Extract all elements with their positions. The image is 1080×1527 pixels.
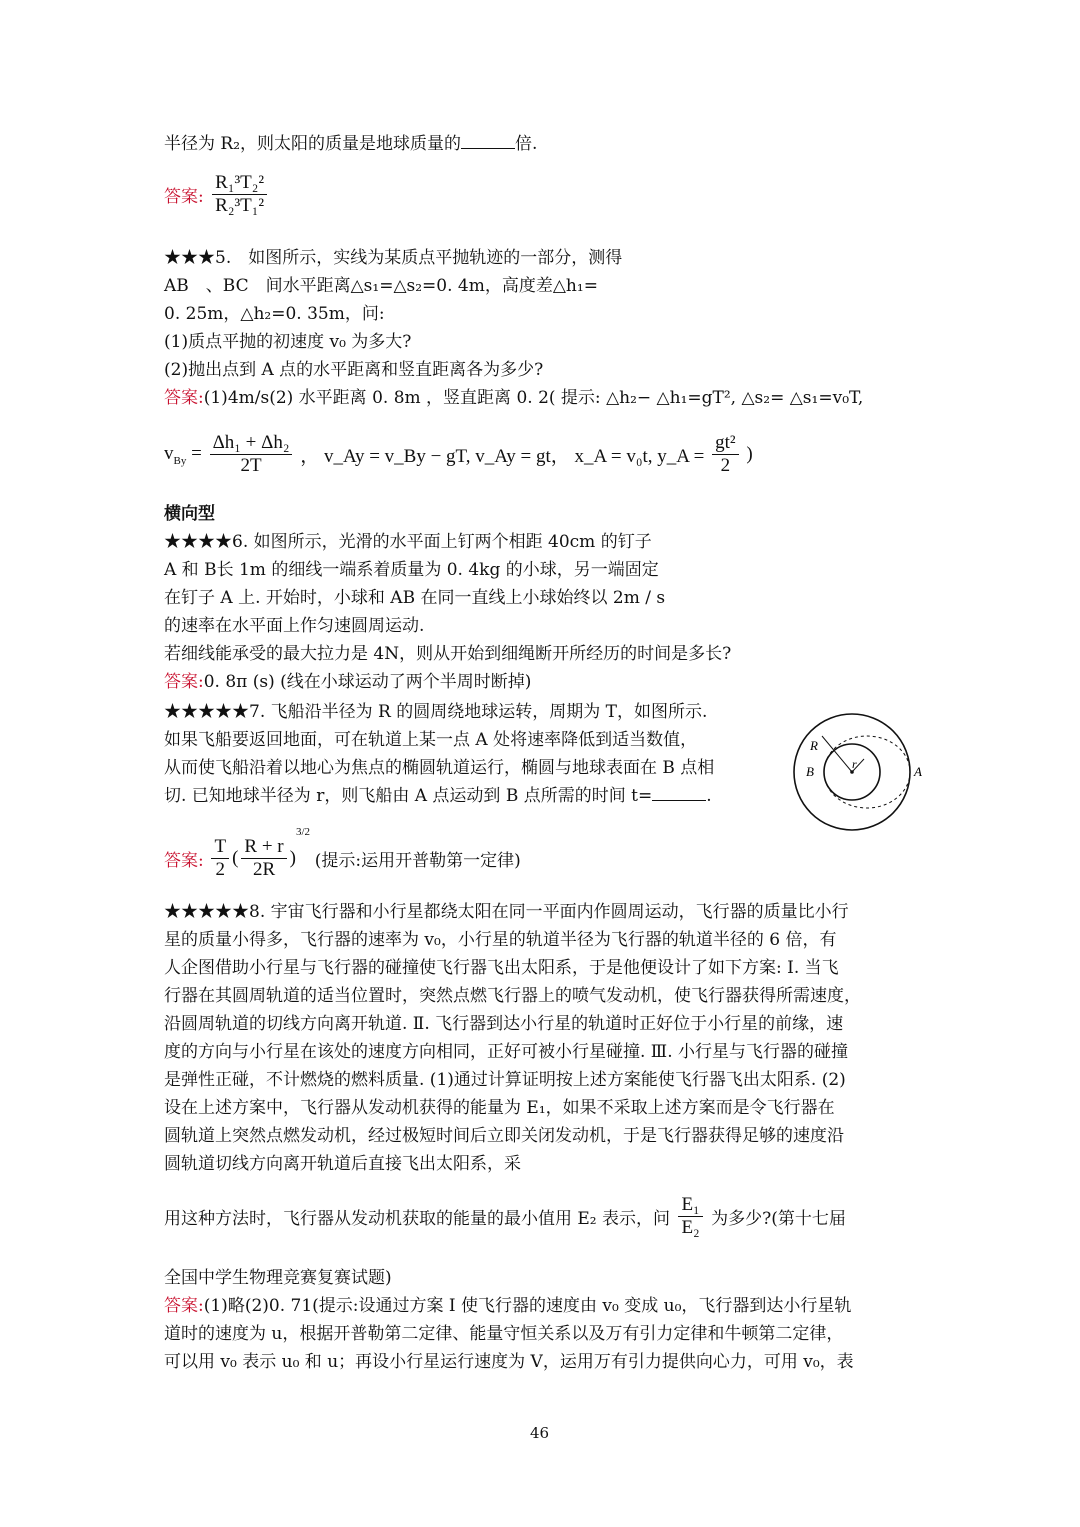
text-line: 如果飞船要返回地面，可在轨道上某一点 A 处将速率降低到适当数值， <box>164 730 698 750</box>
page-number: 46 <box>530 1424 550 1442</box>
answer-label: 答案: <box>164 1296 204 1316</box>
label-B: B <box>806 764 814 779</box>
text-span: 为多少?(第十七届 <box>711 1209 846 1229</box>
text-line: ★★★★★7. 飞船沿半径为 R 的圆周绕地球运转，周期为 T，如图所示. <box>164 702 708 722</box>
equation-text: ， v_Ay = v_By − gT, v_Ay = gt， x_A = v₀t, y_A = <box>300 446 705 467</box>
label-R: R <box>810 738 818 753</box>
section-heading: 横向型 <box>164 504 215 524</box>
text-span: 倍. <box>515 134 538 154</box>
text-line: 是弹性正碰，不计燃烧的燃料质量. (1)通过计算证明按上述方案能使飞行器飞出太阳系. (2) <box>164 1070 846 1090</box>
fraction-numerator: R + r <box>241 836 286 859</box>
label-A: A <box>914 764 922 779</box>
answer-label: 答案: <box>164 388 204 408</box>
fraction-denominator: 2 <box>720 455 731 476</box>
answer-text: 0. 8π (s) (线在小球运动了两个半周时断掉) <box>203 672 532 692</box>
fraction <box>212 172 267 217</box>
answer-line <box>164 826 521 881</box>
answer-line <box>164 386 863 410</box>
text-line: 星的质量小得多，飞行器的速率为 v₀，小行星的轨道半径为飞行器的轨道半径的 6 倍，有 <box>164 930 837 950</box>
fraction-numerator: R₁³T₂² <box>212 172 267 195</box>
fraction <box>210 432 293 477</box>
text-line: (2)抛出点到 A 点的水平距离和竖直距离各为多少? <box>164 360 544 380</box>
equation-text: ) <box>746 443 753 465</box>
text-line <box>164 132 537 156</box>
fraction-denominator: 2R <box>252 859 276 881</box>
answer-line <box>164 1294 851 1318</box>
fraction-denominator: 2T <box>240 455 262 476</box>
text-line: 圆轨道切线方向离开轨道后直接飞出太阳系，采 <box>164 1154 521 1174</box>
paren: ( <box>232 847 239 869</box>
text-line: AB 、BC 间水平距离△s₁=△s₂=0. 4m，高度差△h₁= <box>164 276 598 296</box>
text-span: 半径为 R₂，则太阳的质量是地球质量的 <box>164 134 462 154</box>
answer-text: (提示:运用开普勒第一定律) <box>314 851 521 872</box>
paren: ) <box>289 847 296 869</box>
fraction-denominator: 2 <box>215 859 226 881</box>
exponent: 3/2 <box>295 826 311 838</box>
answer-blank <box>461 132 515 149</box>
fraction-numerator: T <box>211 836 229 859</box>
answer-blank <box>652 784 706 801</box>
fraction <box>712 432 738 477</box>
fraction <box>241 836 286 881</box>
text-line: 从而使飞船沿着以地心为焦点的椭圆轨道运行，椭圆与地球表面在 B 点相 <box>164 758 715 778</box>
fraction-numerator: E₁ <box>678 1194 702 1217</box>
text-line: 圆轨道上突然点燃发动机，经过极短时间后立即关闭发动机，于是飞行器获得足够的速度沿 <box>164 1126 844 1146</box>
eq-var: $v_{By}$ = <box>164 442 202 467</box>
text-line: ★★★5. 如图所示，实线为某质点平抛轨迹的一部分，测得 <box>164 248 623 268</box>
answer-label: 答案: <box>164 851 204 872</box>
fraction-denominator: R₂³T₁² <box>215 195 265 216</box>
fraction <box>211 836 229 881</box>
text-line: ★★★★6. 如图所示，光滑的水平面上钉两个相距 40cm 的钉子 <box>164 532 652 552</box>
answer-label: 答案: <box>164 187 204 207</box>
text-line: A 和 B长 1m 的细线一端系着质量为 0. 4kg 的小球，另一端固定 <box>164 560 659 580</box>
text-line: 设在上述方案中，飞行器从发动机获得的能量为 E₁，如果不采取上述方案而是令飞行器在 <box>164 1098 835 1118</box>
answer-line <box>164 172 270 217</box>
text-line: 可以用 v₀ 表示 u₀ 和 u；再设小行星运行速度为 V，运用万有引力提供向心力，可用 v₀，表 <box>164 1352 854 1372</box>
text-line: 0. 25m，△h₂=0. 35m，问: <box>164 304 385 324</box>
radius-R <box>822 736 852 772</box>
fraction-denominator: E₂ <box>681 1217 700 1238</box>
text-line: 沿圆周轨道的切线方向离开轨道. Ⅱ. 飞行器到达小行星的轨道时正好位于小行星的前缘，速 <box>164 1014 844 1034</box>
text-line <box>164 1194 846 1239</box>
fraction <box>678 1194 702 1239</box>
equation-line <box>164 432 753 477</box>
text-line: 人企图借助小行星与飞行器的碰撞使飞行器飞出太阳系，于是他便设计了如下方案: Ⅰ. 当飞 <box>164 958 839 978</box>
text-span: 切. 已知地球半径为 r，则飞船由 A 点运动到 B 点所需的时间 t= <box>164 786 653 806</box>
text-span: . <box>706 786 712 806</box>
answer-text: (1)4m/s(2) 水平距离 0. 8m ，竖直距离 0. 2( 提示: △h₂− △h₁=gT², △s₂= △s₁=v₀T, <box>203 388 864 408</box>
fraction-numerator: Δh₁ + Δh₂ <box>210 432 293 455</box>
ellipse-orbit <box>824 736 910 808</box>
answer-label: 答案: <box>164 672 204 692</box>
label-r: r <box>852 757 857 771</box>
text-line <box>164 784 712 808</box>
text-line: 若细线能承受的最大拉力是 4N，则从开始到细绳断开所经历的时间是多长? <box>164 644 732 664</box>
text-line: 行器在其圆周轨道的适当位置时，突然点燃飞行器上的喷气发动机，使飞行器获得所需速度， <box>164 986 861 1006</box>
text-line: (1)质点平抛的初速度 v₀ 为多大? <box>164 332 412 352</box>
text-span: 用这种方法时，飞行器从发动机获取的能量的最小值用 E₂ 表示，问 <box>164 1209 671 1229</box>
text-line: 在钉子 A 上. 开始时，小球和 AB 在同一直线上小球始终以 2m / s <box>164 588 666 608</box>
answer-line <box>164 670 531 694</box>
text-line: 的速率在水平面上作匀速圆周运动. <box>164 616 425 636</box>
orbit-diagram <box>784 712 934 832</box>
text-line: 度的方向与小行星在该处的速度方向相同，正好可被小行星碰撞. Ⅲ. 小行星与飞行器的碰撞 <box>164 1042 849 1062</box>
text-line: 全国中学生物理竞赛复赛试题) <box>164 1268 392 1288</box>
text-line: 道时的速度为 u，根据开普勒第二定律、能量守恒关系以及万有引力定律和牛顿第二定律， <box>164 1324 844 1344</box>
fraction-numerator: gt² <box>712 432 738 455</box>
text-line: ★★★★★8. 宇宙飞行器和小行星都绕太阳在同一平面内作圆周运动，飞行器的质量比小行 <box>164 902 849 922</box>
answer-text: (1)略(2)0. 71(提示:设通过方案 I 使飞行器的速度由 v₀ 变成 u₀，飞行器到达小行星轨 <box>203 1296 852 1316</box>
